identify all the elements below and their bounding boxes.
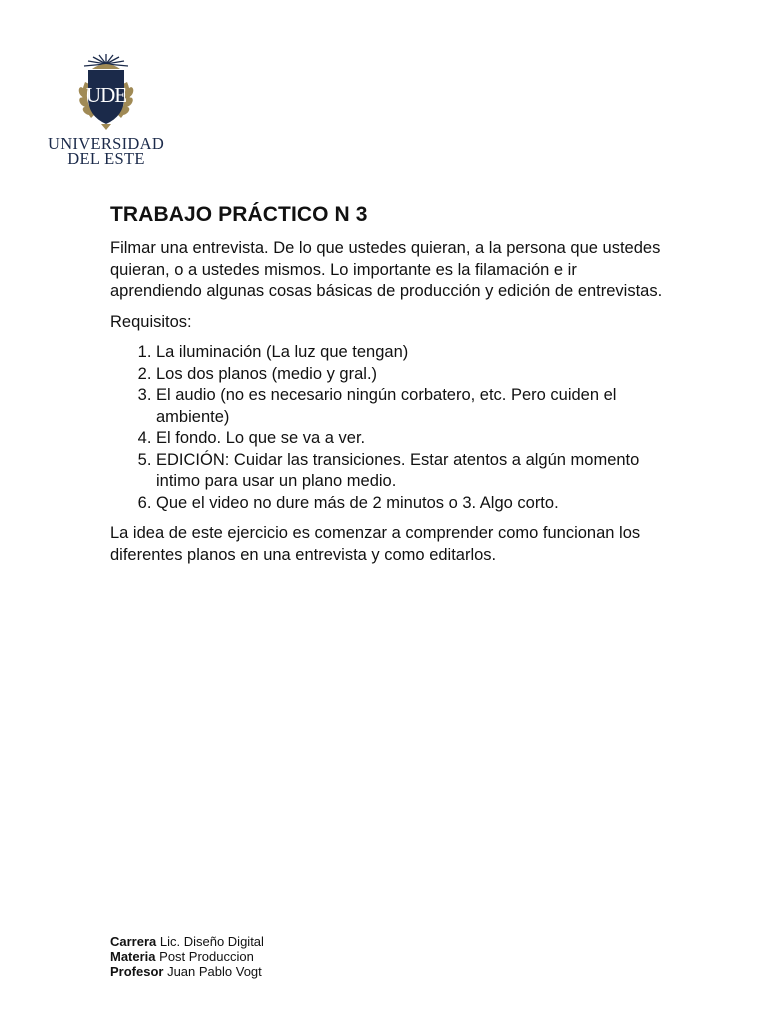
requirement-item: 3. El audio (no es necesario ningún corbatero, etc. Pero cuiden el ambiente) [156, 385, 670, 428]
ude-crest-icon [71, 52, 141, 132]
requirement-item: 5. EDICIÓN: Cuidar las transiciones. Estar atentos a algún momento intimo para usar un plano medio. [156, 450, 670, 493]
conclusion-paragraph: La idea de este ejercicio es comenzar a comprender como funcionan los diferentes planos en una entrevista y como editarlos. [110, 524, 641, 564]
university-logo [48, 52, 164, 166]
requirement-item: 2. Los dos planos (medio y gral.) [156, 364, 670, 386]
footer-carrera-label: Carrera [110, 934, 157, 949]
requirements-label: Requisitos: [110, 312, 192, 331]
requirement-item: 1. La iluminación (La luz que tengan) [156, 342, 670, 364]
university-name [48, 136, 164, 166]
svg-text:UDE: UDE [85, 83, 127, 107]
footer-profesor [110, 964, 264, 979]
footer-carrera-value: Lic. Diseño Digital [156, 934, 264, 949]
document-body [110, 203, 670, 575]
requirement-item: 6. Que el video no dure más de 2 minutos o 3. Algo corto. [156, 493, 670, 515]
footer-materia [110, 949, 264, 964]
document-footer [110, 934, 264, 979]
intro-paragraph: Filmar una entrevista. De lo que ustedes quieran, a la persona que ustedes quieran, o a ustedes mismos. Lo importante es la filamación e ir aprendiendo algunas cosas básicas de producción y edición de entrevistas. [110, 239, 663, 300]
footer-carrera [110, 934, 264, 949]
requirements-list [110, 342, 670, 514]
document-title: TRABAJO PRÁCTICO N 3 [110, 203, 368, 226]
footer-materia-label: Materia [110, 949, 156, 964]
university-name-line1: UNIVERSIDAD [48, 134, 165, 153]
footer-materia-value: Post Produccion [155, 949, 254, 964]
university-name-line2: DEL ESTE [67, 149, 145, 168]
requirement-item: 4. El fondo. Lo que se va a ver. [156, 428, 670, 450]
footer-profesor-value: Juan Pablo Vogt [163, 964, 262, 979]
footer-profesor-label: Profesor [110, 964, 164, 979]
